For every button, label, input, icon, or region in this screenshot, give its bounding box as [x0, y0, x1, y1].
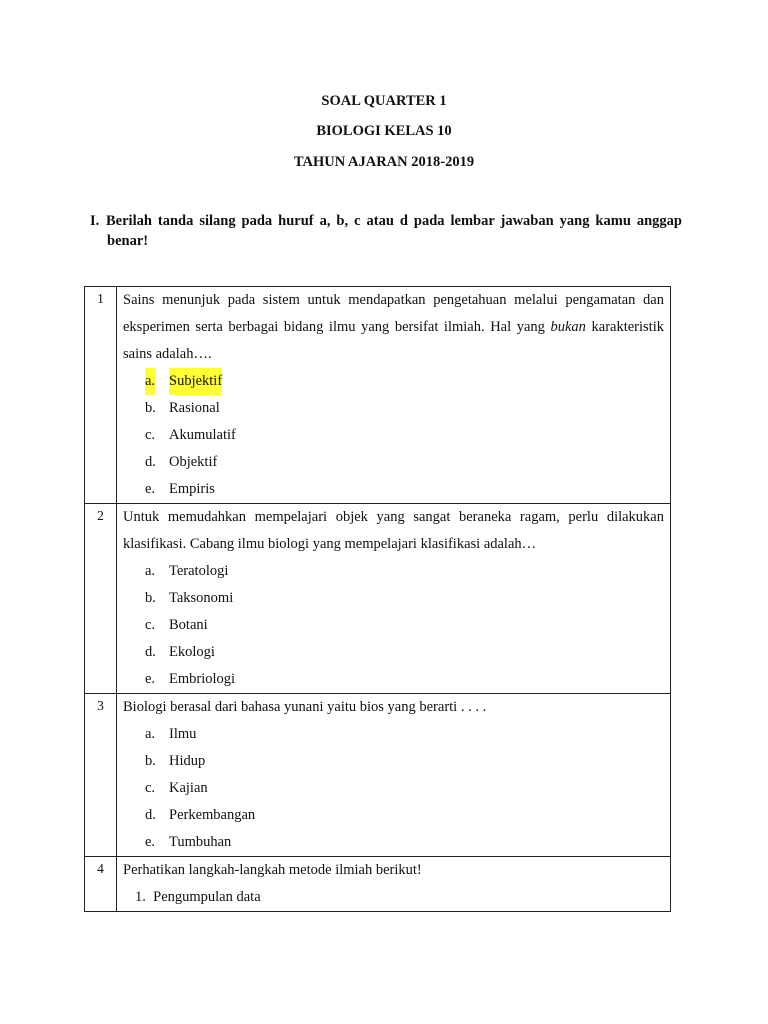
option-text: Rasional [169, 400, 220, 416]
question-body [117, 287, 671, 504]
question-stem: Biologi berasal dari bahasa yunani yaitu bios yang berarti . . . . [123, 699, 487, 715]
question-body [117, 504, 671, 694]
question-row [85, 694, 671, 857]
option-letter: e. [145, 481, 156, 497]
option-letter: b. [145, 400, 156, 416]
option-text: Perkembangan [169, 807, 256, 823]
question-body [117, 694, 671, 857]
option-b [123, 395, 664, 422]
option-b [123, 585, 664, 612]
option-c [123, 612, 664, 639]
section-instruction [90, 211, 682, 251]
question-stem [123, 287, 664, 368]
option-letter: b. [145, 753, 156, 769]
option-text: Botani [169, 617, 208, 633]
option-a [123, 368, 664, 395]
option-d [123, 802, 664, 829]
option-text: Objektif [169, 454, 218, 470]
option-letter: a. [145, 726, 156, 742]
option-letter: d. [145, 454, 156, 470]
option-text: Ekologi [169, 644, 215, 660]
step-item [123, 884, 664, 911]
option-letter: d. [145, 807, 156, 823]
option-letter: a. [145, 368, 155, 395]
option-text: Hidup [169, 753, 206, 769]
question-number: 1 [85, 287, 117, 504]
option-text: Ilmu [169, 726, 197, 742]
option-text: Tumbuhan [169, 834, 232, 850]
option-text: Taksonomi [169, 590, 234, 606]
question-row [85, 504, 671, 694]
option-d [123, 639, 664, 666]
question-number: 4 [85, 857, 117, 912]
option-text: Teratologi [169, 563, 229, 579]
document-title: SOAL QUARTER 1 [321, 93, 447, 109]
option-text: Empiris [169, 481, 215, 497]
option-text: Embriologi [169, 671, 236, 687]
option-text: Kajian [169, 780, 208, 796]
option-e [123, 476, 664, 503]
option-letter: c. [145, 427, 156, 443]
option-text-highlighted: Subjektif [169, 368, 222, 395]
option-letter: e. [145, 671, 156, 687]
document-school-year: TAHUN AJARAN 2018-2019 [293, 154, 475, 170]
stem-emphasis: bukan [550, 319, 586, 335]
option-a [123, 558, 664, 585]
step-item-text: 1. Pengumpulan data [135, 889, 261, 905]
instruction-text: Berilah tanda silang pada huruf a, b, c atau d pada lembar jawaban yang kamu anggap benar! [106, 213, 682, 249]
question-row [85, 287, 671, 504]
option-c [123, 422, 664, 449]
option-letter: c. [145, 617, 156, 633]
option-letter: b. [145, 590, 156, 606]
question-stem: Perhatikan langkah-langkah metode ilmiah berikut! [123, 862, 422, 878]
option-letter: a. [145, 563, 156, 579]
option-c [123, 775, 664, 802]
question-number: 3 [85, 694, 117, 857]
option-e [123, 666, 664, 693]
option-text: Akumulatif [169, 427, 236, 443]
document-subject: BIOLOGI KELAS 10 [316, 123, 452, 139]
stem-text-end: karakteristik sains adalah…. [123, 319, 664, 362]
question-table [84, 286, 671, 912]
section-number: I. [90, 213, 100, 229]
option-letter: e. [145, 834, 156, 850]
question-number: 2 [85, 504, 117, 694]
option-e [123, 829, 664, 856]
question-stem: Untuk memudahkan mempelajari objek yang sangat beraneka ragam, perlu dilakukan klasifikasi. Cabang ilmu biologi yang mempelajari klasifikasi adalah… [123, 509, 664, 552]
option-d [123, 449, 664, 476]
option-b [123, 748, 664, 775]
option-a [123, 721, 664, 748]
stem-text: Sains menunjuk pada sistem untuk mendapatkan pengetahuan melalui pengamatan dan eksperimen serta berbagai bidang ilmu yang bersifat ilmiah. Hal yang [123, 292, 664, 335]
question-body [117, 857, 671, 912]
option-letter: d. [145, 644, 156, 660]
question-row [85, 857, 671, 912]
option-letter: c. [145, 780, 156, 796]
